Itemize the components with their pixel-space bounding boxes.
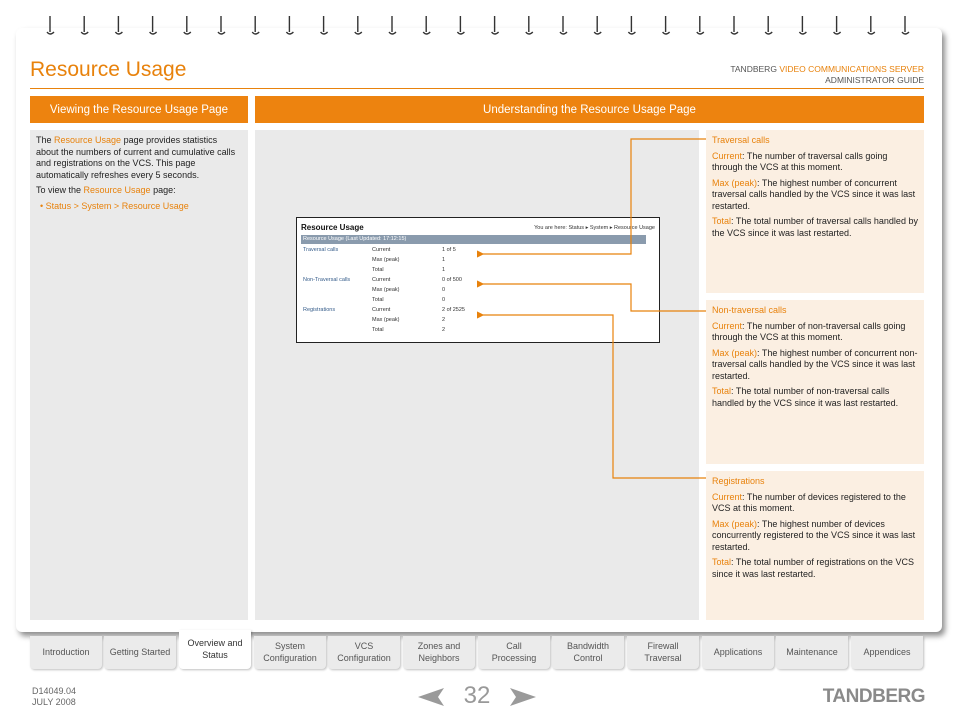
sidebox-heading: Registrations: [712, 476, 765, 486]
doc-number: D14049.04: [32, 686, 77, 696]
tab-system-configuration[interactable]: System Configuration: [254, 636, 326, 669]
row-group: Registrations: [303, 307, 336, 313]
main-panel: [255, 130, 699, 620]
sidebox-heading: Non-traversal calls: [712, 305, 787, 315]
row-label: Total: [372, 297, 384, 303]
binding-rings: [40, 10, 920, 40]
binding-ring: [252, 16, 259, 34]
binding-ring: [765, 16, 772, 34]
sidebox-item: [712, 519, 918, 554]
row-label: Total: [372, 267, 384, 273]
term: Max (peak): [712, 347, 758, 358]
row-value: 1: [442, 267, 446, 273]
row-label: Current: [372, 307, 391, 313]
page-navigation: [418, 682, 536, 712]
definition: : The number of non-traversal calls going through the VCS at this moment.: [712, 320, 906, 342]
table-row: [303, 327, 643, 337]
intro-paragraph: [36, 135, 242, 181]
binding-ring: [457, 16, 464, 34]
binding-ring: [389, 16, 396, 34]
document-id: [32, 686, 76, 708]
sidebox-traversal: [706, 130, 924, 293]
menu-path-text[interactable]: Status > System > Resource Usage: [45, 200, 189, 211]
binding-ring: [286, 16, 293, 34]
sidebox-item: [712, 492, 918, 515]
table-row: [303, 257, 643, 267]
tandberg-logo: TANDBERG: [822, 686, 925, 707]
row-value: 2: [442, 327, 446, 333]
row-group: Non-Traversal calls: [303, 277, 351, 283]
table-row: [303, 317, 643, 327]
sidebox-item: [712, 321, 918, 344]
table-row: [303, 267, 643, 277]
binding-ring: [799, 16, 806, 34]
term: Current: [712, 320, 743, 331]
definition: : The number of traversal calls going through the VCS at this moment.: [712, 150, 888, 172]
row-value: 1: [442, 257, 446, 263]
term: Total: [712, 386, 732, 396]
definition: : The total number of traversal calls handled by the VCS since it was last restarted.: [712, 216, 918, 238]
sidebox-item: [712, 348, 918, 383]
view-text-pre: To view the: [36, 185, 84, 195]
screenshot-title: Resource Usage: [301, 223, 364, 232]
definition: : The highest number of concurrent traversal calls handled by the VCS since it was last restarted.: [712, 177, 916, 211]
sidebox-heading: Traversal calls: [712, 135, 770, 145]
row-value: 0: [442, 297, 446, 303]
row-value: 2 of 2525: [442, 307, 465, 313]
binding-ring: [321, 16, 328, 34]
definition: : The total number of registrations on the VCS since it was last restarted.: [712, 557, 914, 579]
binding-ring: [834, 16, 841, 34]
tab-introduction[interactable]: Introduction: [30, 636, 102, 669]
table-row: [303, 297, 643, 307]
binding-ring: [902, 16, 909, 34]
view-paragraph: [36, 185, 242, 197]
binding-ring: [697, 16, 704, 34]
term: Max (peak): [712, 518, 758, 529]
doc-date: JULY 2008: [32, 697, 76, 707]
tab-applications[interactable]: Applications: [702, 636, 774, 669]
left-section-heading: Viewing the Resource Usage Page: [30, 96, 248, 123]
screenshot-breadcrumb: You are here: Status ▸ System ▸ Resource Usage: [534, 225, 655, 231]
definition: : The total number of non-traversal calls handled by the VCS since it was last restarted.: [712, 386, 899, 408]
main-section-heading: Understanding the Resource Usage Page: [255, 96, 924, 123]
resource-usage-link-2[interactable]: Resource Usage: [83, 185, 151, 195]
row-label: Current: [372, 247, 391, 253]
previous-page-arrow-icon[interactable]: [418, 688, 444, 706]
sidebox-registrations: [706, 471, 924, 620]
definition: : The number of devices registered to the VCS at this moment.: [712, 491, 906, 513]
section-tabs: [30, 636, 926, 670]
view-text-post: page:: [150, 185, 176, 195]
binding-ring: [492, 16, 499, 34]
binding-ring: [560, 16, 567, 34]
tab-firewall-traversal[interactable]: Firewall Traversal: [627, 636, 699, 669]
tab-bandwidth-control[interactable]: Bandwidth Control: [552, 636, 624, 669]
row-group: Traversal calls: [303, 247, 339, 253]
intro-text-post: page provides statistics about the numbers of current and cumulative calls and registrations on the VCS. This page automatically refreshes every 5 seconds.: [36, 135, 236, 180]
intro-text-pre: The: [36, 135, 55, 145]
binding-ring: [47, 16, 54, 34]
term: Total: [712, 557, 732, 567]
row-label: Max (peak): [372, 317, 400, 323]
binding-ring: [218, 16, 225, 34]
guide-label: [730, 64, 924, 86]
header-rule: [30, 88, 924, 89]
tab-getting-started[interactable]: Getting Started: [104, 636, 176, 669]
left-panel: [30, 130, 248, 620]
binding-ring: [423, 16, 430, 34]
sidebox-item: [712, 151, 918, 174]
sidebox-non-traversal: [706, 300, 924, 464]
binding-ring: [868, 16, 875, 34]
row-label: Total: [372, 327, 384, 333]
screenshot-table-header: Resource Usage (Last Updated: 17:12:15): [301, 235, 646, 244]
binding-ring: [150, 16, 157, 34]
table-row: [303, 247, 643, 257]
next-page-arrow-icon[interactable]: [510, 688, 536, 706]
sidebox-item: [712, 178, 918, 213]
binding-ring: [663, 16, 670, 34]
table-row: [303, 277, 643, 287]
resource-usage-link[interactable]: Resource Usage: [54, 135, 122, 145]
row-label: Max (peak): [372, 257, 400, 263]
row-value: 0: [442, 287, 446, 293]
row-value: 1 of 5: [442, 247, 456, 253]
guide-brand: TANDBERG: [730, 64, 777, 74]
term: Max (peak): [712, 177, 758, 188]
table-row: [303, 307, 643, 317]
row-value: 2: [442, 317, 446, 323]
binding-ring: [594, 16, 601, 34]
page-number: 32: [463, 682, 491, 709]
binding-ring: [81, 16, 88, 34]
tab-overview-and-status[interactable]: Overview and Status: [179, 630, 251, 669]
binding-ring: [731, 16, 738, 34]
row-value: 0 of 500: [442, 277, 462, 283]
tab-maintenance[interactable]: Maintenance: [776, 636, 848, 669]
tab-vcs-configuration[interactable]: VCS Configuration: [328, 636, 400, 669]
tab-zones-and-neighbors[interactable]: Zones and Neighbors: [403, 636, 475, 669]
binding-ring: [628, 16, 635, 34]
resource-usage-screenshot: [296, 217, 660, 343]
definition: : The highest number of devices concurrently registered to the VCS since it was last restarted.: [712, 518, 916, 552]
row-label: Current: [372, 277, 391, 283]
term: Current: [712, 150, 743, 161]
term: Total: [712, 216, 732, 226]
guide-subtitle: ADMINISTRATOR GUIDE: [825, 75, 924, 85]
binding-ring: [355, 16, 362, 34]
sidebox-item: [712, 216, 918, 239]
tab-appendices[interactable]: Appendices: [851, 636, 923, 669]
guide-product: VIDEO COMMUNICATIONS SERVER: [779, 64, 924, 74]
term: Current: [712, 491, 743, 502]
menu-path-bullet[interactable]: • Status > System > Resource Usage: [40, 200, 189, 211]
binding-ring: [115, 16, 122, 34]
page-title: Resource Usage: [30, 58, 187, 81]
sidebox-item: [712, 557, 918, 580]
row-label: Max (peak): [372, 287, 400, 293]
tab-call-processing[interactable]: Call Processing: [478, 636, 550, 669]
binding-ring: [526, 16, 533, 34]
definition: : The highest number of concurrent non-traversal calls handled by the VCS since it was last restarted.: [712, 347, 918, 381]
sidebox-item: [712, 386, 918, 409]
table-row: [303, 287, 643, 297]
binding-ring: [184, 16, 191, 34]
